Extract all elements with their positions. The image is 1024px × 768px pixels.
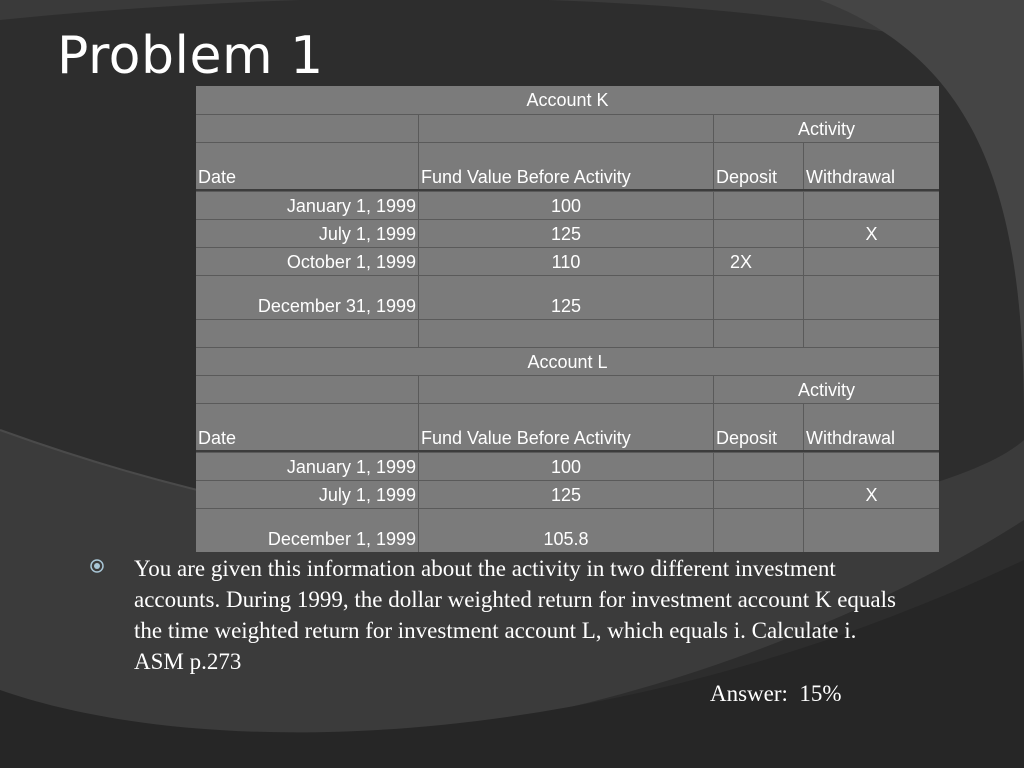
header-row bbox=[196, 142, 939, 191]
table-row bbox=[196, 247, 939, 275]
date-cell: January 1, 1999 bbox=[286, 457, 416, 477]
activity-label: Activity bbox=[713, 376, 939, 403]
answer-text: Answer: 15% bbox=[710, 681, 842, 706]
header-row bbox=[196, 403, 939, 452]
activity-label-row bbox=[196, 375, 939, 403]
table-row bbox=[196, 275, 939, 319]
activity-table bbox=[196, 86, 939, 552]
account-l-title: Account L bbox=[527, 352, 608, 372]
date-cell: January 1, 1999 bbox=[286, 196, 416, 216]
deposit-cell bbox=[713, 509, 803, 552]
header-withdrawal: Withdrawal bbox=[803, 143, 939, 189]
withdrawal-cell bbox=[803, 453, 939, 480]
table-row bbox=[196, 219, 939, 247]
deposit-cell bbox=[713, 453, 803, 480]
deposit-cell: 2X bbox=[713, 248, 803, 275]
empty-row bbox=[196, 319, 939, 347]
table-row bbox=[196, 191, 939, 219]
date-cell: December 1, 1999 bbox=[267, 529, 416, 549]
withdrawal-cell bbox=[803, 192, 939, 219]
deposit-cell bbox=[713, 192, 803, 219]
withdrawal-cell bbox=[803, 276, 939, 319]
deposit-cell bbox=[713, 481, 803, 508]
header-deposit: Deposit bbox=[713, 404, 803, 450]
activity-label: Activity bbox=[713, 115, 939, 142]
table-row bbox=[196, 452, 939, 480]
value-cell: 125 bbox=[418, 220, 713, 247]
header-withdrawal: Withdrawal bbox=[803, 404, 939, 450]
bullet-item bbox=[134, 553, 914, 677]
date-cell: December 31, 1999 bbox=[257, 296, 416, 316]
date-cell: July 1, 1999 bbox=[318, 485, 416, 505]
header-date: Date bbox=[198, 167, 237, 187]
value-cell: 110 bbox=[418, 248, 713, 275]
header-fund-value: Fund Value Before Activity bbox=[418, 404, 713, 450]
reference-text: ASM p.273 bbox=[134, 649, 242, 674]
date-cell: July 1, 1999 bbox=[318, 224, 416, 244]
withdrawal-cell bbox=[803, 248, 939, 275]
withdrawal-cell bbox=[803, 509, 939, 552]
value-cell: 105.8 bbox=[418, 509, 713, 552]
value-cell: 100 bbox=[418, 453, 713, 480]
table-title-row bbox=[196, 347, 939, 375]
slide-title: Problem 1 bbox=[57, 26, 324, 86]
deposit-cell bbox=[713, 220, 803, 247]
circle-bullet-icon bbox=[90, 559, 104, 573]
header-deposit: Deposit bbox=[713, 143, 803, 189]
value-cell: 100 bbox=[418, 192, 713, 219]
withdrawal-cell: X bbox=[803, 481, 939, 508]
withdrawal-cell: X bbox=[803, 220, 939, 247]
value-cell: 125 bbox=[418, 276, 713, 319]
table-row bbox=[196, 508, 939, 552]
date-cell: October 1, 1999 bbox=[286, 252, 416, 272]
table-title-row bbox=[196, 86, 939, 114]
value-cell: 125 bbox=[418, 481, 713, 508]
table-row bbox=[196, 480, 939, 508]
activity-label-row bbox=[196, 114, 939, 142]
header-fund-value: Fund Value Before Activity bbox=[418, 143, 713, 189]
problem-text: You are given this information about the activity in two different investment accounts. During 1999, the dollar weighted return for investment account K equals the time weighted return for investment account L, which equals i. Calculate i. bbox=[134, 556, 896, 643]
account-k-title: Account K bbox=[526, 90, 609, 110]
header-date: Date bbox=[198, 428, 237, 448]
deposit-cell bbox=[713, 276, 803, 319]
